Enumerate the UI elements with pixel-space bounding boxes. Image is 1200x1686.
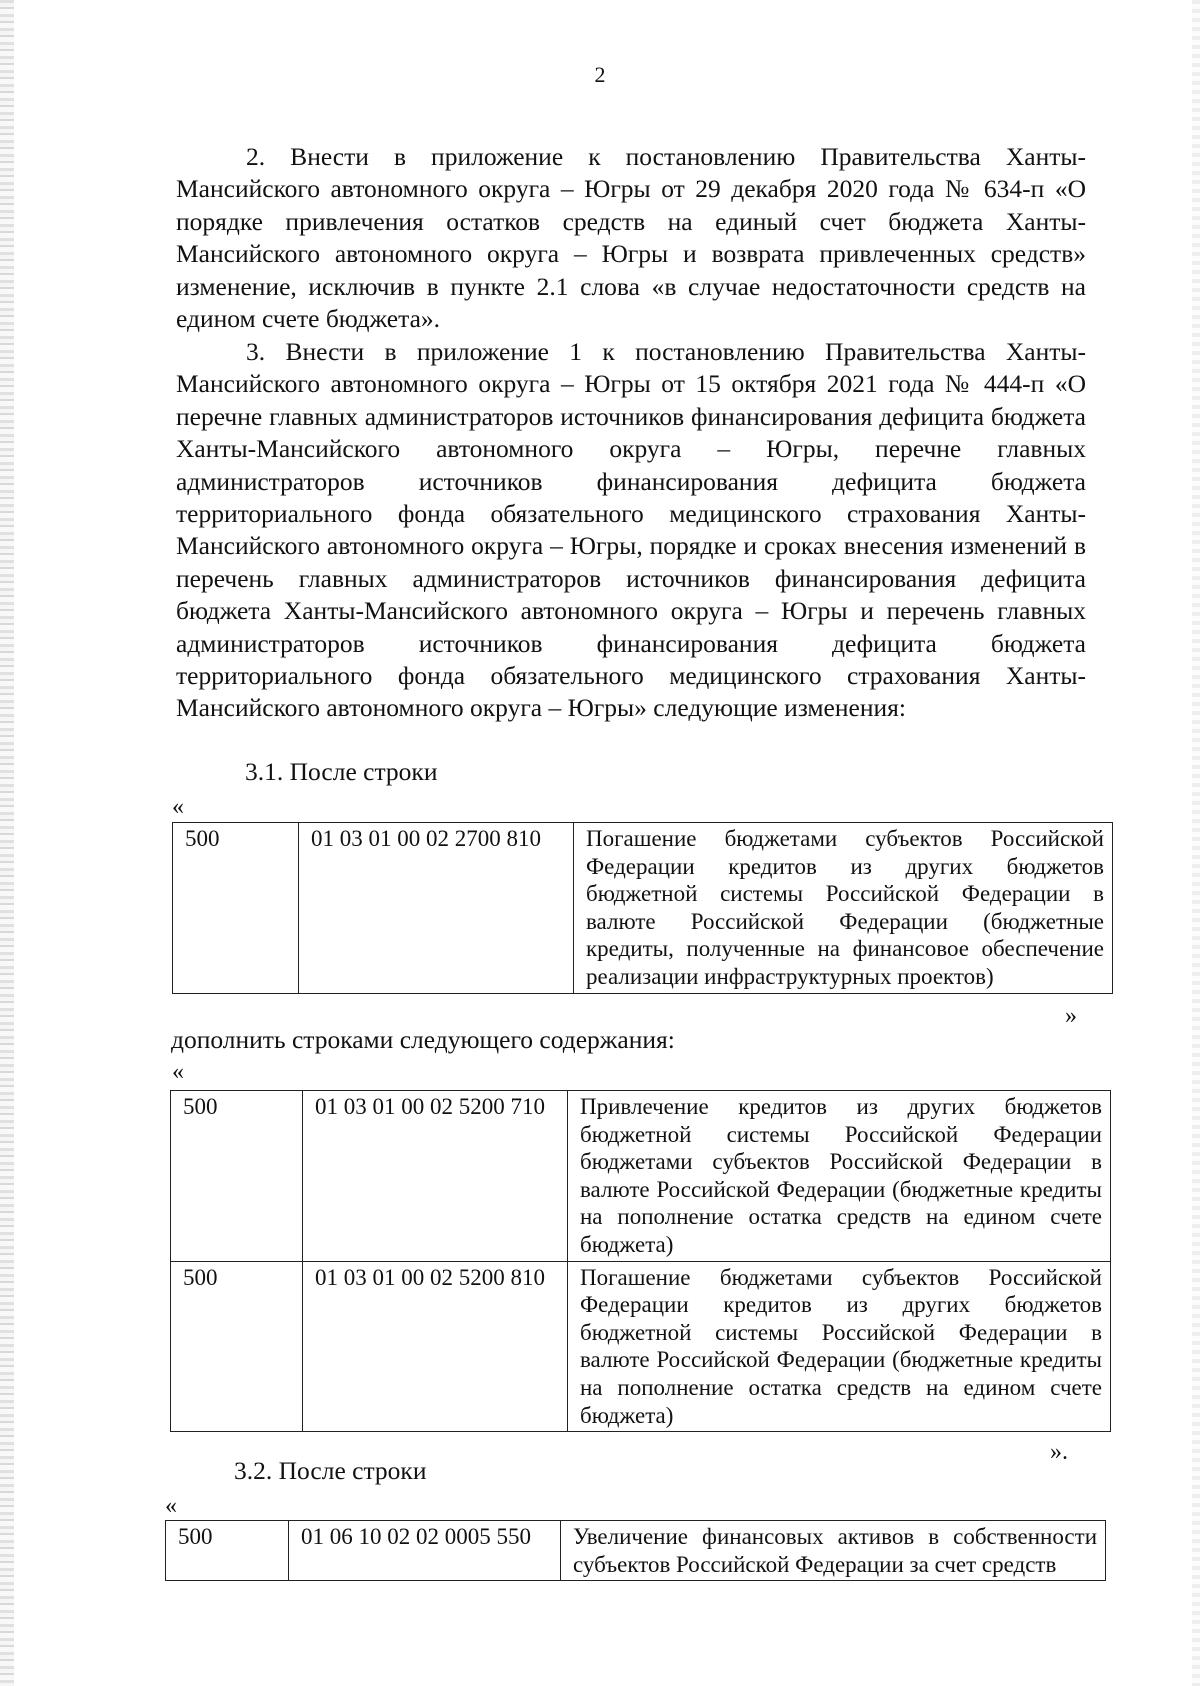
table-after-row-3-2 [165,1520,1106,1581]
page-number: 2 [594,62,606,87]
admin-code-cell: 500 [171,1091,303,1262]
description-cell: Погашение бюджетами субъектов Российской Федерации кредитов из других бюджетов бюджетной системы Российской Федерации в валюте Российской Федерации (бюджетные кредиты на пополнение остатка средств на едином счете бюджета) [568,1261,1111,1432]
table-after-row-3-1 [172,822,1113,994]
source-code-cell: 01 03 01 00 02 5200 810 [303,1261,568,1432]
scan-edge-left [0,0,14,1686]
description-cell: Привлечение кредитов из других бюджетов бюджетной системы Российской Федерации бюджетами субъектов Российской Федерации в валюте Российской Федерации (бюджетные кредиты на пополнение остатка средств на едином счете бюджета) [568,1091,1111,1262]
scan-edge-right [1192,0,1200,1686]
open-quote-2: « [172,1059,184,1085]
table-row [166,1521,1106,1581]
paragraph-2: 2. Внести в приложение к постановлению Правительства Ханты-Мансийского автономного округа – Югры от 29 декабря 2020 года № 634-п «О порядке привлечения остатков средств на единый счет бюджета Ханты-Мансийского автономного округа – Югры и возврата привлеченных средств» изменение, исключив в пункте 2.1 слова «в случае недостаточности средств на едином счете бюджета». [176,142,1086,334]
description-cell: Погашение бюджетами субъектов Российской Федерации кредитов из других бюджетов бюджетной системы Российской Федерации в валюте Российской Федерации (бюджетные кредиты, полученные на финансовое обеспечение реализации инфраструктурных проектов) [574,823,1113,994]
close-quote-dot: ». [1050,1439,1068,1465]
description-cell: Увеличение финансовых активов в собственности субъектов Российской Федерации за счет средств [561,1521,1106,1581]
admin-code-cell: 500 [166,1521,289,1581]
table-row [173,823,1113,994]
paragraph-3: 3. Внести в приложение 1 к постановлению Правительства Ханты-Мансийского автономного округа – Югры от 15 октября 2021 года № 444-п «О перечне главных администраторов источников финансирования дефицита бюджета Ханты-Мансийского автономного округа – Югры, перечне главных администраторов источников финансирования дефицита бюджета территориального фонда обязательного медицинского страхования Ханты-Мансийского автономного округа – Югры, порядке и сроках внесения изменений в перечень главных администраторов источников финансирования дефицита бюджета Ханты-Мансийского автономного округа – Югры и перечень главных администраторов источников финансирования дефицита бюджета территориального фонда обязательного медицинского страхования Ханты-Мансийского автономного округа – Югры» следующие изменения: [176,337,1086,723]
source-code-cell: 01 03 01 00 02 5200 710 [303,1091,568,1262]
supplement-text: дополнить строками следующего содержания: [171,1025,675,1054]
source-code-cell: 01 03 01 00 02 2700 810 [299,823,574,994]
table-row [171,1261,1111,1432]
source-code-cell: 01 06 10 02 02 0005 550 [289,1521,561,1581]
close-quote-1: » [1065,1003,1077,1029]
open-quote-1: « [172,794,184,820]
admin-code-cell: 500 [171,1261,303,1432]
admin-code-cell: 500 [173,823,299,994]
subheading-3-2: 3.2. После строки [234,1456,427,1485]
subheading-3-1: 3.1. После строки [245,757,438,786]
open-quote-3: « [165,1493,177,1519]
table-row [171,1091,1111,1262]
table-new-rows [170,1090,1111,1432]
